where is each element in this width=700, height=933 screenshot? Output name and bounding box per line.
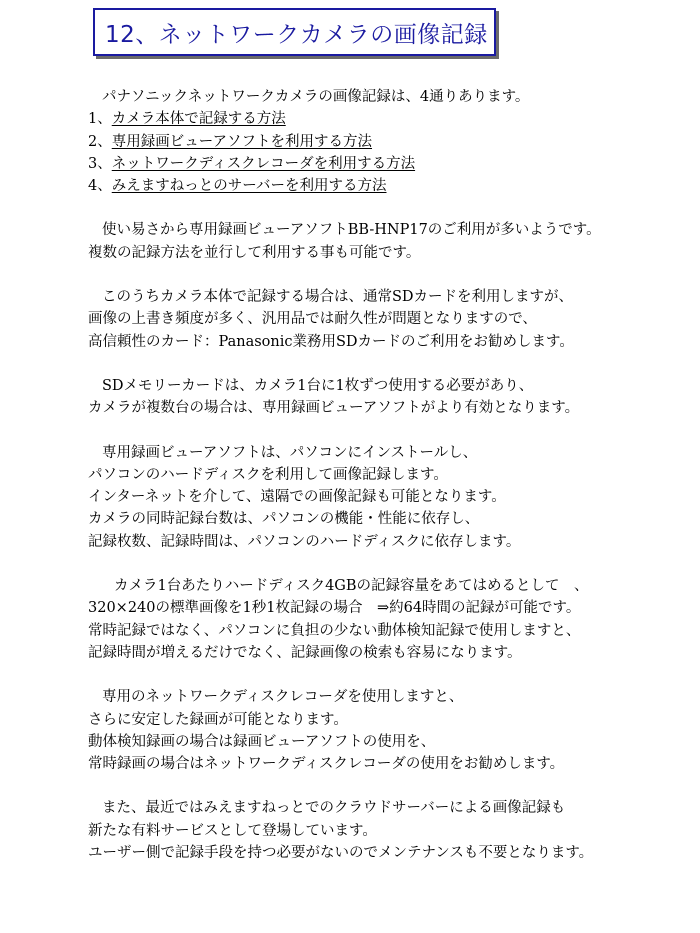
method-number: 3、 (88, 155, 112, 172)
paragraph-line: ユーザー側で記録手段を持つ必要がないのでメンテナンスも不要となります。 (88, 845, 594, 862)
paragraph-line: 使い易さから専用録画ビューアソフトBB-HNP17のご利用が多いようです。 (102, 222, 601, 239)
paragraph-disk-recorder (88, 686, 688, 775)
paragraph-line: また、最近ではみえますねっとでのクラウドサーバーによる画像記録も (102, 800, 566, 817)
paragraph-line: パソコンのハードディスクを利用して画像記録します。 (88, 466, 448, 483)
paragraph-line: カメラの同時記録台数は、パソコンの機能・性能に依存し、 (88, 511, 480, 528)
method-item-3 (88, 153, 688, 175)
paragraph-line: カメラ1台あたりハードディスク4GBの記録容量をあてはめるとして 、 (114, 578, 589, 595)
paragraph-line: 320×240の標準画像を1秒1枚記録の場合 ⇒約64時間の記録が可能です。 (88, 600, 581, 617)
method-list (88, 108, 688, 197)
paragraph-sd-card (88, 286, 688, 353)
method-item-4 (88, 175, 688, 197)
page-title: 12、ネットワークカメラの画像記録 (105, 21, 488, 48)
paragraph-line: 常時記録ではなく、パソコンに負担の少ない動体検知記録で使用しますと、 (88, 622, 581, 639)
paragraph-line: インターネットを介して、遠隔での画像記録も可能となります。 (88, 489, 506, 506)
page-title-box (93, 8, 496, 56)
paragraph-cloud (88, 797, 688, 864)
method-link-network-disk-recorder[interactable]: ネットワークディスクレコーダを利用する方法 (111, 155, 416, 172)
paragraph-usage (88, 219, 688, 264)
method-number: 1、 (88, 111, 112, 128)
method-item-1 (88, 108, 688, 130)
paragraph-line: 常時録画の場合はネットワークディスクレコーダの使用をお勧めします。 (88, 756, 565, 773)
method-link-viewer-software[interactable]: 専用録画ビューアソフトを利用する方法 (111, 133, 373, 150)
paragraph-capacity (88, 575, 688, 664)
document-body (88, 86, 688, 886)
paragraph-line: 記録枚数、記録時間は、パソコンのハードディスクに依存します。 (88, 533, 521, 550)
method-link-camera-body[interactable]: カメラ本体で記録する方法 (111, 111, 286, 128)
paragraph-line: 新たな有料サービスとして登場しています。 (88, 822, 377, 839)
paragraph-line: このうちカメラ本体で記録する場合は、通常SDカードを利用しますが、 (102, 289, 574, 306)
paragraph-line: カメラが複数台の場合は、専用録画ビューアソフトがより有効となります。 (88, 400, 580, 417)
paragraph-line: 専用録画ビューアソフトは、パソコンにインストールし、 (102, 444, 478, 461)
method-number: 2、 (88, 133, 112, 150)
method-link-mieru-server[interactable]: みえますねっとのサーバーを利用する方法 (111, 178, 387, 195)
method-number: 4、 (88, 178, 112, 195)
method-item-2 (88, 131, 688, 153)
paragraph-line: 高信頼性のカード：Panasonic業務用SDカードのご利用をお勧めします。 (88, 333, 574, 350)
paragraph-sd-memory (88, 375, 688, 420)
intro-text: パナソニックネットワークカメラの画像記録は、4通りあります。 (102, 89, 530, 105)
paragraph-viewer-software (88, 442, 688, 553)
paragraph-line: 動体検知録画の場合は録画ビューアソフトの使用を、 (88, 733, 436, 750)
paragraph-line: さらに安定した録画が可能となります。 (88, 711, 348, 728)
paragraph-line: 画像の上書き頻度が多く、汎用品では耐久性が問題となりますので、 (88, 311, 537, 328)
paragraph-line: 複数の記録方法を並行して利用する事も可能です。 (88, 244, 421, 261)
paragraph-line: 記録時間が増えるだけでなく、記録画像の検索も容易になります。 (88, 644, 522, 661)
intro-section (88, 86, 688, 197)
paragraph-line: 専用のネットワークディスクレコーダを使用しますと、 (102, 689, 464, 706)
paragraph-line: SDメモリーカードは、カメラ1台に1枚ずつ使用する必要があり、 (102, 377, 534, 394)
